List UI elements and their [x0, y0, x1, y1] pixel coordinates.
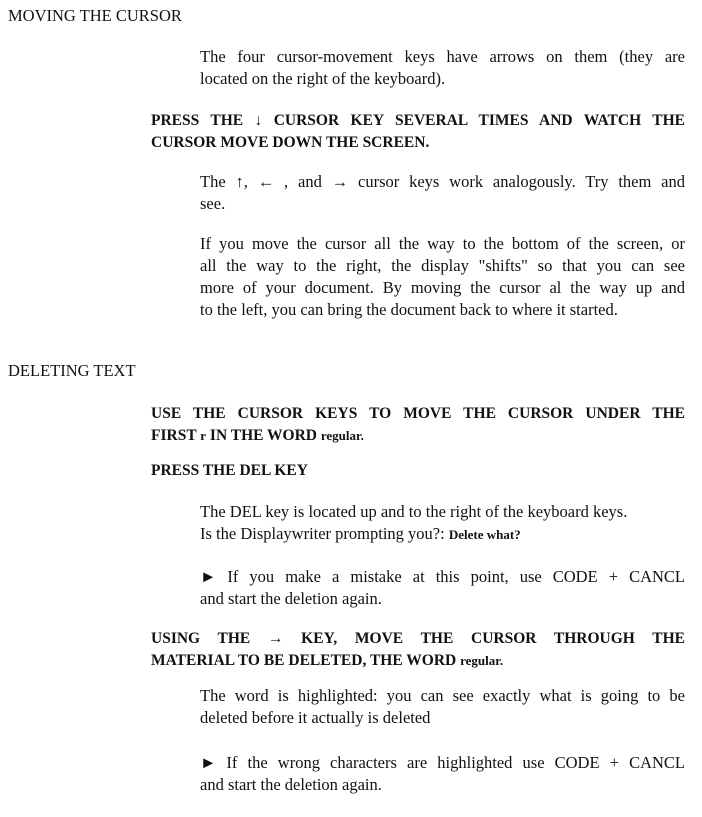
paragraph-display-shifts — [200, 233, 685, 321]
instruction-line: USING THE → KEY, MOVE THE CURSOR THROUGH THE — [151, 630, 685, 647]
text-line: The ↑, ← , and → cursor keys work analogously. Try them and — [200, 172, 685, 191]
instruction-line: PRESS THE ↓ CURSOR KEY SEVERAL TIMES AND WATCH THE — [151, 112, 685, 129]
paragraph-del-key-location — [200, 501, 685, 546]
note-line: ► If you make a mistake at this point, use CODE + CANCL — [200, 567, 685, 586]
text-line: If you move the cursor all the way to the bottom of the screen, or — [200, 234, 685, 253]
instruction-move-right-through-word — [151, 628, 685, 672]
text-line: The DEL key is located up and to the right of the keyboard keys. — [200, 502, 628, 521]
section-heading-moving-the-cursor: MOVING THE CURSOR — [8, 6, 182, 25]
instruction-line — [151, 650, 685, 672]
instruction-line: CURSOR MOVE DOWN THE SCREEN. — [151, 134, 430, 151]
instruction-text: MATERIAL TO BE DELETED, THE WORD — [151, 652, 461, 669]
note-line: and start the deletion again. — [200, 775, 382, 794]
instruction-press-del-key — [151, 460, 685, 482]
paragraph-cursor-keys-location — [200, 46, 685, 90]
prompt-text: Delete what? — [448, 527, 521, 542]
instruction-word: regular. — [460, 653, 504, 668]
instruction-line — [151, 425, 685, 447]
instruction-move-cursor-under-r — [151, 403, 685, 447]
text-segment: Is the Displaywriter prompting you?: — [200, 524, 449, 543]
instruction-line: PRESS THE DEL KEY — [151, 462, 308, 479]
instruction-word: regular. — [320, 428, 364, 443]
text-line: to the left, you can bring the document back to where it started. — [200, 300, 618, 319]
text-line: The four cursor-movement keys have arrows on them (they are — [200, 47, 685, 66]
text-line: located on the right of the keyboard). — [200, 69, 446, 88]
instruction-line: USE THE CURSOR KEYS TO MOVE THE CURSOR UNDER THE — [151, 405, 685, 422]
note-line: and start the deletion again. — [200, 589, 382, 608]
instruction-text: IN THE WORD — [206, 427, 321, 444]
instruction-letter: r — [200, 428, 207, 443]
text-line: all the way to the right, the display "shifts" so that you can see — [200, 256, 685, 275]
instruction-text: FIRST — [151, 427, 201, 444]
note-line: ► If the wrong characters are highlighted use CODE + CANCL — [200, 753, 685, 772]
text-line: deleted before it actually is deleted — [200, 708, 431, 727]
instruction-press-down-key — [151, 110, 685, 154]
text-line: see. — [200, 194, 226, 213]
paragraph-other-cursor-keys — [200, 171, 685, 215]
text-line — [200, 523, 685, 546]
note-wrong-characters — [200, 752, 685, 796]
text-line: The word is highlighted: you can see exactly what is going to be — [200, 686, 685, 705]
text-line: more of your document. By moving the cursor al the way up and — [200, 278, 685, 297]
paragraph-word-highlighted — [200, 685, 685, 729]
note-mistake-code-cancl — [200, 566, 685, 610]
section-heading-deleting-text: DELETING TEXT — [8, 361, 136, 380]
